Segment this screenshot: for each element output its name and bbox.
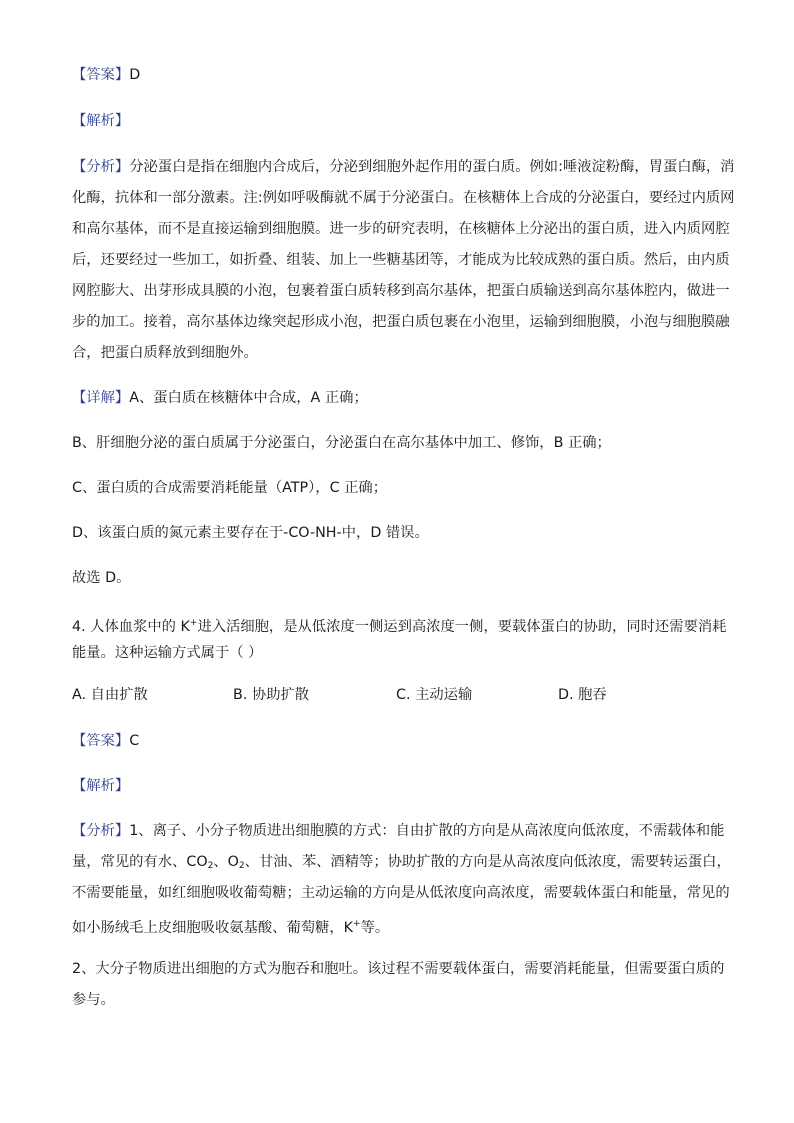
analysis-para-line-3: 和高尔基体，而不是直接运输到细胞膜。进一步的研究表明，在核糖体上分泌出的蛋白质，进入内质网腔 — [72, 221, 730, 237]
xiangjie-tag: 【详解】 — [72, 390, 130, 406]
question-4-line-1 — [72, 613, 732, 637]
answer-tag-2: 【答案】 — [72, 733, 130, 749]
answer-line-1 — [72, 65, 732, 85]
analysis2-text-1: 1、离子、小分子物质进出细胞膜的方式：自由扩散的方向是从高浓度向低浓度，不需载体和能 — [129, 823, 725, 839]
option-b: B. 协助扩散 — [233, 687, 310, 703]
analysis-para-line-2: 化酶，抗体和一部分激素。注:例如呼吸酶就不属于分泌蛋白。在核糖体上合成的分泌蛋白，要经过内质网 — [72, 190, 735, 206]
analysis2-text-2b: 、O — [213, 854, 239, 870]
superscript-plus-2: + — [353, 919, 361, 929]
detail-line-b: B、肝细胞分泌的蛋白质属于分泌蛋白，分泌蛋白在高尔基体中加工、修饰，B 正确； — [72, 435, 611, 451]
fenxi-tag-2: 【分析】 — [72, 823, 130, 839]
choose-line-1: 故选 D。 — [72, 570, 131, 586]
analysis2-text-2a: 量，常见的有水、CO — [72, 854, 208, 870]
option-a: A. 自由扩散 — [72, 687, 148, 703]
question-text-a: 4. 人体血浆中的 K — [72, 619, 190, 635]
analysis2-line-4 — [72, 914, 732, 938]
analysis2-text-4b: 等。 — [360, 920, 390, 936]
question-4-options — [72, 685, 732, 705]
analysis2-line-3: 不需要能量，如红细胞吸收葡萄糖；主动运输的方向是从低浓度向高浓度，需要载体蛋白和能量，常见的 — [72, 885, 730, 901]
analysis2-text-4a: 如小肠绒毛上皮细胞吸收氨基酸、葡萄糖，K — [72, 920, 354, 936]
answer-tag: 【答案】 — [72, 67, 130, 83]
subscript-2a: 2 — [207, 861, 214, 871]
analysis-text: 分泌蛋白是指在细胞内合成后，分泌到细胞外起作用的蛋白质。例如:唾液淀粉酶，胃蛋白酶，消 — [129, 159, 735, 175]
detail-line-d: D、该蛋白质的氮元素主要存在于-CO-NH-中，D 错误。 — [72, 525, 429, 541]
analysis-tag: 【解析】 — [72, 113, 130, 129]
analysis-para-line-6: 步的加工。接着，高尔基体边缘突起形成小泡，把蛋白质包裹在小泡里，运输到细胞膜，小泡与细胞膜融 — [72, 314, 730, 330]
analysis2-text-2c: 、甘油、苯、酒精等；协助扩散的方向是从高浓度向低浓度，需要转运蛋白， — [244, 854, 731, 870]
option-c: C. 主动运输 — [396, 687, 473, 703]
analysis-para-line-7: 合，把蛋白质释放到细胞外。 — [72, 345, 258, 361]
question-text-b: 进入活细胞，是从低浓度一侧运到高浓度一侧，要载体蛋白的协助，同时还需要消耗 — [197, 619, 727, 635]
answer-value-2: C — [129, 733, 140, 749]
analysis-para-line-1 — [72, 157, 735, 177]
analysis-para-line-4: 后，还要经过一些加工，如折叠、组装、加上一些糖基团等，才能成为比较成熟的蛋白质。然后，由内质 — [72, 252, 730, 268]
detail-text-a: A、蛋白质在核糖体中合成，A 正确； — [129, 390, 368, 406]
analysis2-line-2 — [72, 852, 732, 876]
point2-line-2: 参与。 — [72, 992, 115, 1008]
detail-line-a — [72, 388, 732, 408]
answer-value: D — [129, 67, 141, 83]
analysis-tag-2: 【解析】 — [72, 778, 130, 794]
option-d: D. 胞吞 — [558, 687, 607, 703]
analysis-header-1 — [72, 111, 732, 131]
fenxi-tag: 【分析】 — [72, 159, 130, 175]
answer-line-2 — [72, 731, 732, 751]
superscript-plus: + — [189, 618, 198, 628]
subscript-2b: 2 — [238, 861, 245, 871]
detail-line-c: C、蛋白质的合成需要消耗能量（ATP），C 正确； — [72, 480, 388, 496]
point2-line-1: 2、大分子物质进出细胞的方式为胞吞和胞吐。该过程不需要载体蛋白，需要消耗能量，但需要蛋白质的 — [72, 961, 725, 977]
analysis-para-line-5: 网腔膨大、出芽形成具膜的小泡，包裹着蛋白质转移到高尔基体，把蛋白质输送到高尔基体腔内，做进一 — [72, 283, 730, 299]
analysis2-line-1 — [72, 821, 732, 841]
question-4-line-2: 能量。这种运输方式属于（ ） — [72, 645, 263, 661]
analysis-header-2 — [72, 776, 732, 796]
